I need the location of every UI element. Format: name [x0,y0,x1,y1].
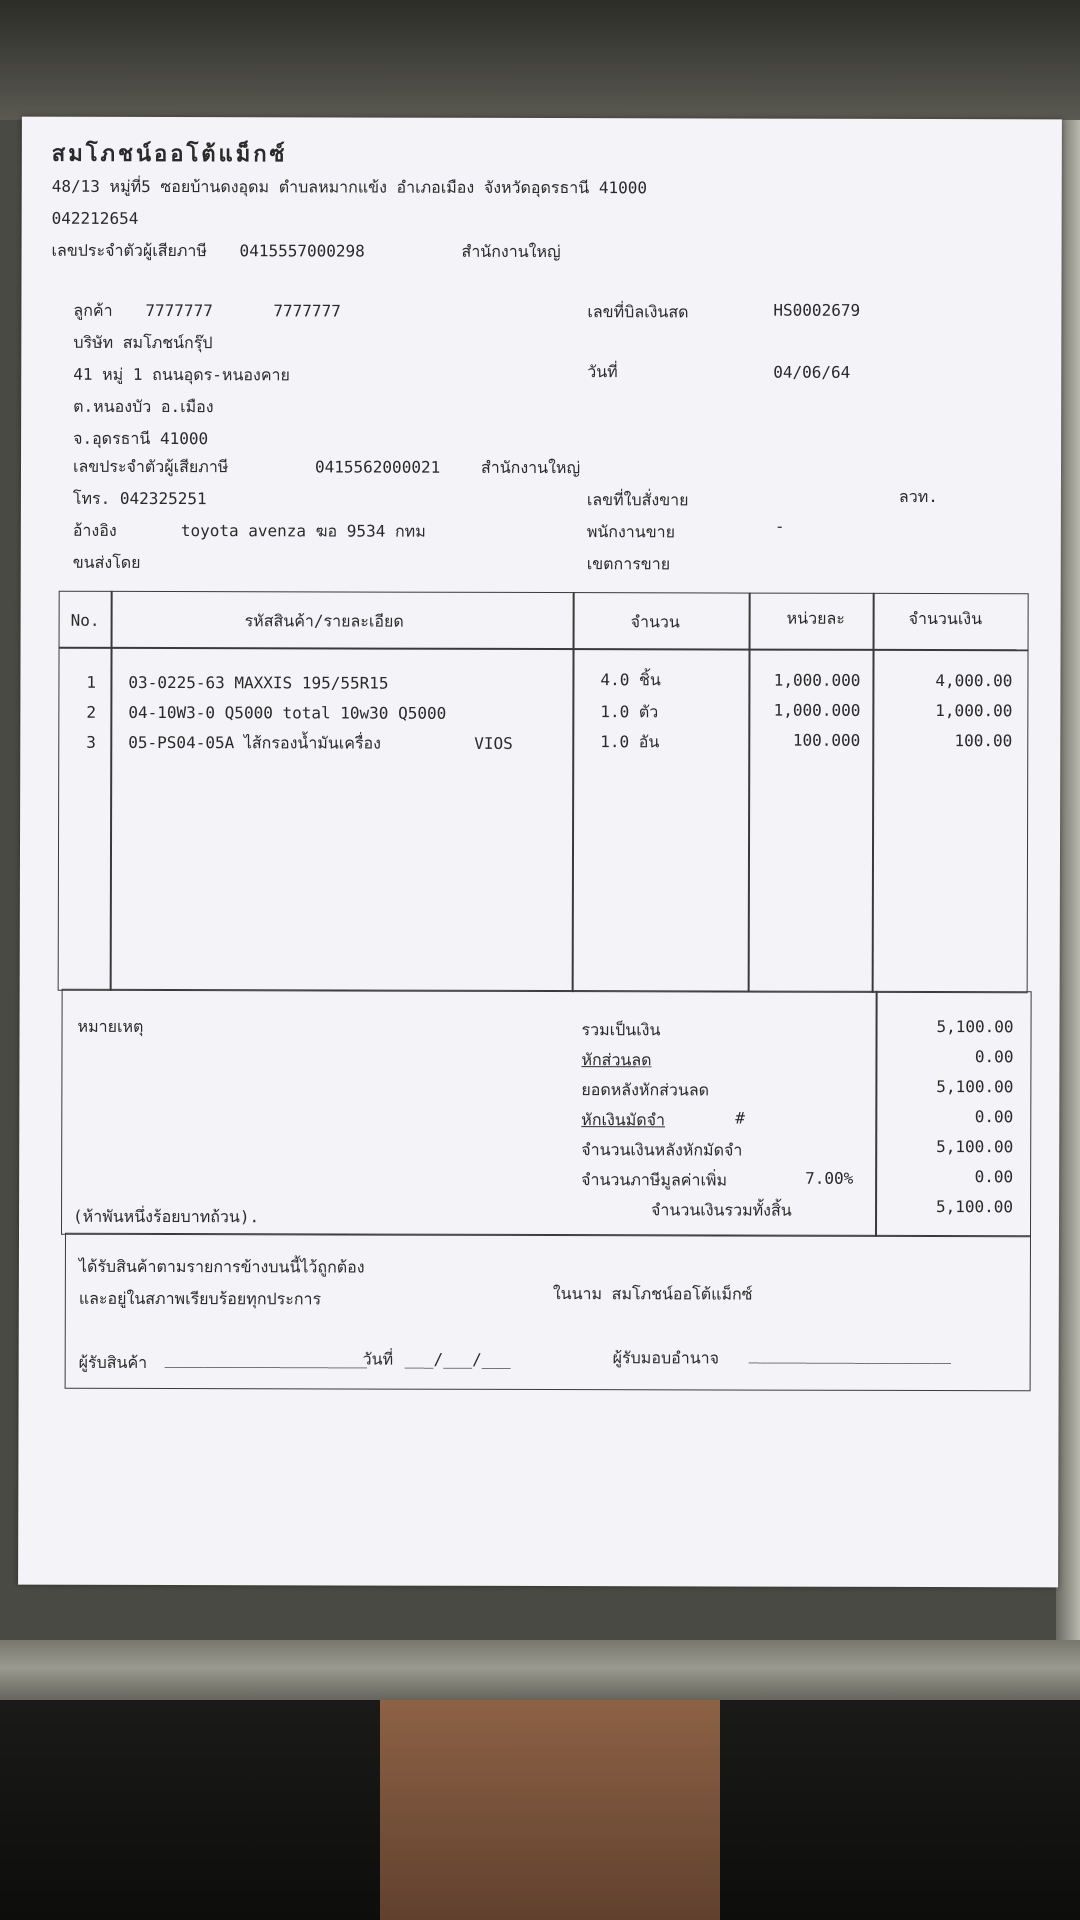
after-deposit-label: จำนวนเงินหลังหักมัดจำ [581,1140,743,1160]
company-name: สมโภชน์ออโต้แม็กซ์ [51,141,288,168]
background-board [380,1700,720,1920]
authorized-label: ผู้รับมอบอำนาจ [612,1348,720,1368]
background-bottom [0,1700,1080,1920]
company-phone: 042212654 [51,208,139,228]
row-qty: 1.0 ตัว [600,702,659,722]
company-branch: สำนักงานใหญ่ [461,241,561,262]
customer-tax-id: 0415562000021 [314,457,441,477]
company-tax-label: เลขประจำตัวผู้เสียภาษี [51,240,207,261]
amount-in-words: (ห้าพันหนึ่งร้อยบาทถ้วน). [73,1206,260,1227]
invoice-date-label: วันที่ [587,362,618,382]
customer-address-2: ต.หนองบัว อ.เมือง [73,396,214,417]
row-price: 1,000.000 [773,700,861,720]
customer-address-1: 41 หมู่ 1 ถนนอุดร-หนองคาย [73,364,290,385]
header-desc: รหัสสินค้า/รายละเอียด [244,611,404,631]
company-address: 48/13 หมู่ที่5 ซอยบ้านดงอุดม ตำบลหมากแข้ง อำเภอเมือง จังหวัดอุดรธานี 41000 [51,176,648,198]
discount-label: หักส่วนลด [581,1050,652,1070]
grand-total-value: 5,100.00 [935,1197,1014,1217]
invoice-paper [18,117,1062,1588]
receive-date-blank: ___/___/___ [404,1349,511,1369]
row-amount: 4,000.00 [935,671,1013,691]
subtotal-label: รวมเป็นเงิน [581,1020,661,1040]
items-table [58,591,1029,994]
customer-ref-label: อ้างอิง [72,520,117,540]
header-unit-price: หน่วยละ [786,608,845,628]
grand-total-label: จำนวนเงินรวมทั้งสิ้น [651,1200,792,1220]
customer-ref-value: toyota avenza ฆอ 9534 กทม [180,521,426,541]
header-no: No. [70,610,100,630]
background-top [0,0,1080,120]
vat-rate: 7.00% [805,1168,854,1188]
invoice-number-label: เลขที่บิลเงินสด [587,302,689,322]
row-amount: 1,000.00 [935,701,1013,721]
after-discount-value: 5,100.00 [936,1077,1014,1097]
customer-ship-label: ขนส่งโดย [72,552,141,572]
customer-name: บริษัท สมโภชน์กรุ๊ป [73,332,213,353]
deposit-label: หักเงินมัดจำ [581,1110,666,1130]
invoice-salesperson-value: - [774,516,785,536]
row-price: 100.000 [792,730,861,750]
subtotal-value: 5,100.00 [936,1017,1014,1037]
row-extra: VIOS [474,733,513,753]
receiver-sign-line: _____________________ [164,1349,367,1369]
remark-label: หมายเหตุ [77,1016,144,1036]
row-price: 1,000.000 [773,670,861,690]
deposit-hash: # [735,1108,745,1128]
company-tax-id: 0415557000298 [239,241,365,261]
row-qty: 1.0 อัน [600,732,660,752]
customer-tax-label: เลขประจำตัวผู้เสียภาษี [72,456,229,477]
authorized-sign-line: _____________________ [748,1344,952,1365]
row-no: 2 [86,702,97,722]
customer-label: ลูกค้า [73,300,113,320]
summary-box [61,989,1032,1238]
header-qty: จำนวน [630,612,680,632]
invoice-salesperson-label: พนักงานขาย [586,522,676,542]
row-desc: 04-10W3-0 Q5000 total 10w30 Q5000 [128,702,447,723]
row-desc: 03-0225-63 MAXXIS 195/55R15 [128,672,389,693]
discount-value: 0.00 [974,1047,1014,1067]
header-amount: จำนวนเงิน [908,608,983,629]
deposit-value: 0.00 [974,1107,1014,1127]
row-no: 3 [86,732,96,752]
row-qty: 4.0 ชิ้น [600,670,661,690]
customer-phone: โทร. 042325251 [72,488,207,509]
on-behalf-text: ในนาม สมโภชน์ออโต้แม็กซ์ [552,1284,753,1304]
after-discount-label: ยอดหลังหักส่วนลด [581,1080,710,1100]
invoice-number: HS0002679 [773,300,861,320]
customer-address-3: จ.อุดรธานี 41000 [73,428,209,449]
customer-branch: สำนักงานใหญ่ [480,457,581,478]
customer-code: 7777777 [145,300,213,321]
after-deposit-value: 5,100.00 [936,1137,1014,1157]
customer-code-2: 7777777 [273,301,341,321]
receive-date-label: วันที่ [362,1349,394,1369]
row-amount: 100.00 [954,731,1013,751]
invoice-order-right: ลวท. [898,486,938,507]
row-desc: 05-PS04-05A ไส้กรองน้ำมันเครื่อง [128,732,382,753]
invoice-area-label: เขตการขาย [586,554,671,574]
invoice-order-label: เลขที่ใบสั่งขาย [586,490,689,510]
received-text-1: ได้รับสินค้าตามรายการข้างบนนี้ไว้ถูกต้อง [78,1256,365,1277]
vat-label: จำนวนภาษีมูลค่าเพิ่ม [581,1170,728,1190]
received-text-2: และอยู่ในสภาพเรียบร้อยทุกประการ [78,1288,322,1309]
invoice-date: 04/06/64 [773,362,851,382]
receiver-label: ผู้รับสินค้า [78,1352,148,1372]
row-no: 1 [86,672,97,692]
vat-value: 0.00 [974,1167,1014,1187]
